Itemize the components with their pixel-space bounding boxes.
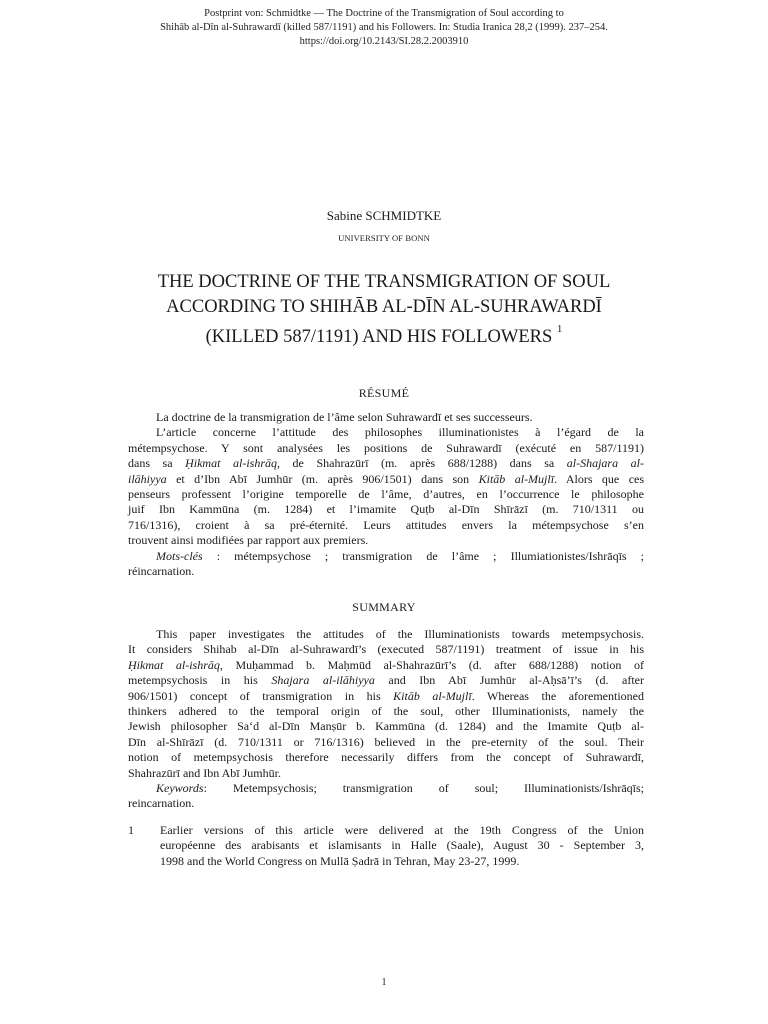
preprint-line: Shihāb al-Dīn al-Suhrawardī (killed 587/1191) and his Followers. In: Studia Iranica 28,2 (1999). 237–254. bbox=[160, 22, 608, 33]
doi-link[interactable]: https://doi.org/10.2143/SI.28.2.2003910 bbox=[299, 36, 469, 47]
text-span: metempsychosis in his bbox=[128, 673, 272, 688]
footnote-text bbox=[160, 823, 644, 869]
summary-line: Jewish philosopher Sa‘d al-Dīn Manṣūr b. Kammūna (d. 1284) and the Imamite Quṭb al- bbox=[128, 719, 644, 734]
text-span: et d’Ibn Abī Jumhūr (m. après 906/1501) dans son bbox=[166, 471, 479, 486]
resume-line: 716/1316), croient à sa pré-éternité. Leurs attitudes envers la métempsychose s’en bbox=[128, 517, 644, 532]
keywords-text: : Metempsychosis; transmigration of soul; Illuminationists/Ishrāqīs; bbox=[203, 781, 644, 796]
summary-line bbox=[128, 689, 644, 704]
text-span: . Whereas the aforementioned bbox=[471, 688, 644, 703]
summary-line bbox=[128, 658, 644, 673]
title-line: ACCORDING TO SHIHĀB AL-DĪN AL-SUHRAWARDĪ bbox=[166, 297, 602, 317]
text-span: 906/1501) concept of transmigration in his bbox=[128, 688, 394, 703]
footnote-mark: 1 bbox=[128, 823, 134, 837]
work-title: ilāhiyya bbox=[128, 471, 167, 486]
keywords-label: Keywords bbox=[156, 781, 204, 796]
summary-line bbox=[128, 673, 644, 688]
work-title: Kitāb al-Mujlī bbox=[478, 471, 555, 486]
summary-line: notion of metempsychosis therefore necessarily differs from the concept of Suhrawardī, bbox=[128, 750, 644, 765]
text-span: and Ibn Abī Jumhūr al-Aḥsā’ī’s (d. after bbox=[374, 673, 644, 688]
text-span: dans sa bbox=[128, 456, 186, 471]
footnote-line: européenne des arabisants et islamisants in Halle (Saale), August 30 - September 3, bbox=[160, 838, 644, 853]
resume-heading: RÉSUMÉ bbox=[358, 386, 410, 400]
summary-keywords-cont: reincarnation. bbox=[128, 796, 195, 811]
resume-abstract bbox=[128, 410, 644, 579]
author-affiliation: UNIVERSITY OF BONN bbox=[338, 233, 430, 243]
keywords-label: Mots-clés bbox=[156, 548, 203, 563]
work-title: Shajara al-ilāhiyya bbox=[271, 673, 375, 688]
title-line bbox=[0, 320, 768, 350]
resume-keywords bbox=[128, 549, 644, 564]
summary-line: thinkers adhered to the temporal origin of the soul, other Illuminationists, namely the bbox=[128, 704, 644, 719]
work-title: Kitāb al-Mujlī bbox=[393, 688, 472, 703]
resume-line bbox=[128, 456, 644, 471]
author-name: Sabine SCHMIDTKE bbox=[326, 208, 442, 223]
summary-line: This paper investigates the attitudes of the Illuminationists towards metempsychosis. bbox=[156, 627, 644, 641]
resume-line: trouvent ainsi modifiées par rapport aux premiers. bbox=[128, 533, 369, 548]
article-title bbox=[0, 270, 768, 350]
text-span: . Alors que ces bbox=[554, 471, 645, 486]
work-title: Ḥikmat al-ishrāq bbox=[185, 456, 277, 471]
summary-line: It considers Shihab al-Dīn al-Suhrawardī’s (executed 587/1191) treatment of issue in his bbox=[128, 642, 644, 657]
text-span: , Muḥammad b. Maḥmūd al-Shahrazūrī’s (d. after 688/1288) notion of bbox=[219, 657, 644, 672]
summary-abstract bbox=[128, 627, 644, 812]
footnote-reference[interactable]: 1 bbox=[556, 323, 563, 335]
title-line: THE DOCTRINE OF THE TRANSMIGRATION OF SOUL bbox=[157, 272, 611, 292]
summary-heading: SUMMARY bbox=[352, 600, 416, 614]
resume-line: juif Ibn Kammūna (m. 1284) et l’imamite Quṭb al-Dīn Shīrāzī (m. 710/1311 ou bbox=[128, 502, 644, 517]
footnote-line: Earlier versions of this article were delivered at the 19th Congress of the Union bbox=[160, 823, 644, 837]
preprint-notice bbox=[0, 7, 768, 49]
resume-line: L’article concerne l’attitude des philosophes illuminationistes à l’égard de la bbox=[156, 425, 644, 440]
page-number: 1 bbox=[381, 977, 387, 988]
text-span: , de Shahrazūrī (m. après 688/1288) dans sa bbox=[277, 456, 567, 471]
title-line-text: (KILLED 587/1191) AND HIS FOLLOWERS bbox=[205, 327, 553, 348]
resume-keywords-cont: réincarnation. bbox=[128, 564, 195, 579]
keywords-text: : métempsychose ; transmigration de l’âme ; Illumiationistes/Ishrāqīs ; bbox=[202, 548, 644, 563]
footnote-line: 1998 and the World Congress on Mullā Ṣadrā in Tehran, May 23-27, 1999. bbox=[160, 853, 520, 868]
resume-line bbox=[128, 472, 644, 487]
summary-keywords bbox=[128, 781, 644, 796]
resume-line: penseurs professent l’origine temporelle de l’âme, d’autres, en l’occurrence le philosophe bbox=[128, 487, 644, 502]
summary-line: Shahrazūrī and Ibn Abī Jumhūr. bbox=[128, 765, 281, 780]
summary-line: Dīn al-Shīrāzī (d. 710/1311 or 716/1316) believed in the pre-eternity of the soul. Their bbox=[128, 734, 644, 749]
resume-line: La doctrine de la transmigration de l’âme selon Suhrawardī et ses successeurs. bbox=[156, 410, 533, 424]
preprint-line: Postprint von: Schmidtke — The Doctrine of the Transmigration of Soul according to bbox=[204, 8, 564, 19]
work-title: al-Shajara al- bbox=[566, 456, 644, 471]
work-title: Ḥikmat al-ishrāq bbox=[128, 657, 220, 672]
resume-line: métempsychose. Y sont analysées les positions de Suhrawardī (exécuté en 587/1191) bbox=[128, 440, 644, 455]
